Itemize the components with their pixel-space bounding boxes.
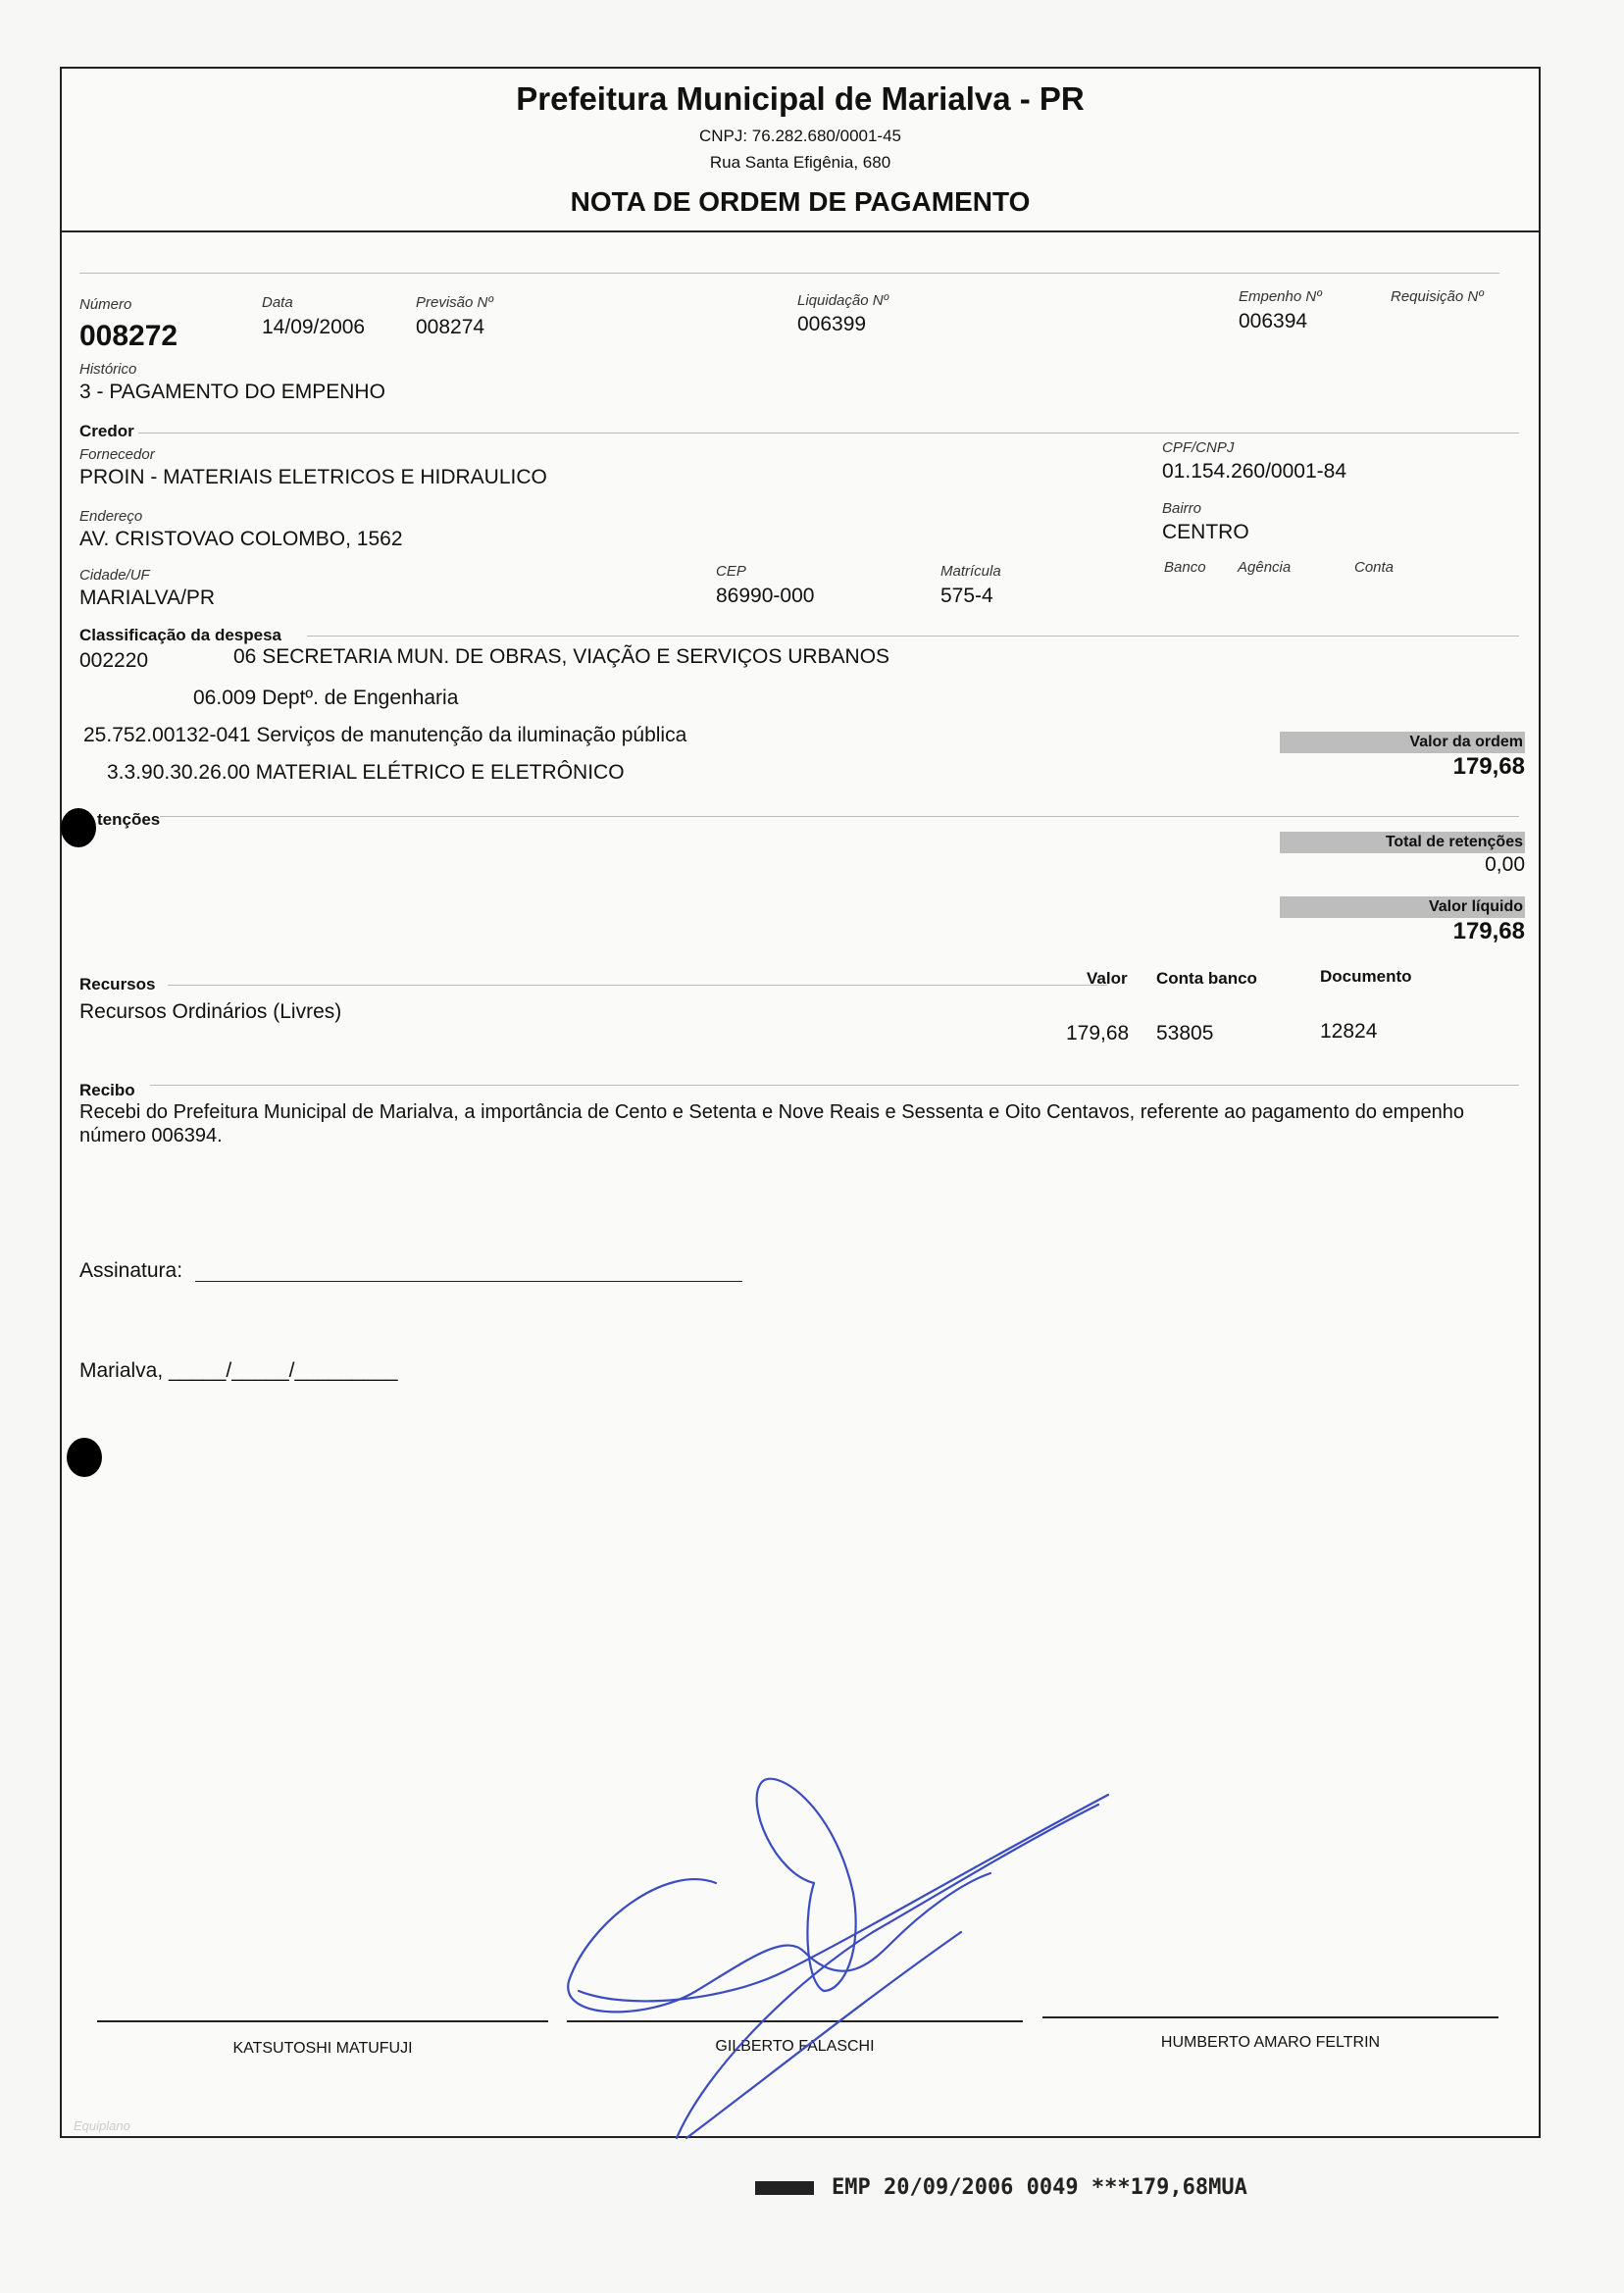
equiplano-watermark: Equiplano bbox=[74, 2118, 130, 2133]
empenho-value: 006394 bbox=[1239, 310, 1308, 332]
banco-label: Banco bbox=[1164, 559, 1206, 576]
conta-label: Conta bbox=[1354, 559, 1395, 576]
divider bbox=[160, 816, 1519, 817]
recursos-documento-label: Documento bbox=[1320, 967, 1412, 986]
punch-hole-icon bbox=[67, 1438, 102, 1477]
cpf-value: 01.154.260/0001-84 bbox=[1162, 460, 1347, 483]
signatory-3: HUMBERTO AMARO FELTRIN bbox=[1160, 2034, 1381, 2051]
endereco-label: Endereço bbox=[79, 508, 143, 525]
document-title: NOTA DE ORDEM DE PAGAMENTO bbox=[570, 186, 1031, 217]
signature-line bbox=[97, 2020, 548, 2022]
endereco-value: AV. CRISTOVAO COLOMBO, 1562 bbox=[79, 528, 403, 550]
historico-label: Histórico bbox=[79, 361, 137, 378]
recibo-local-date: Marialva, _____/_____/_________ bbox=[79, 1359, 398, 1382]
divider bbox=[307, 636, 1519, 637]
cep-value: 86990-000 bbox=[716, 585, 815, 607]
recursos-conta-label: Conta banco bbox=[1156, 969, 1257, 988]
recursos-valor-label: Valor bbox=[1087, 969, 1128, 988]
data-label: Data bbox=[262, 294, 293, 311]
previsao-value: 008274 bbox=[416, 316, 485, 338]
valor-liquido-value: 179,68 bbox=[1452, 918, 1525, 944]
address-line: Rua Santa Efigênia, 680 bbox=[709, 153, 891, 172]
total-retencoes-label: Total de retenções bbox=[1280, 832, 1525, 853]
recibo-section: Recibo bbox=[79, 1081, 135, 1099]
total-retencoes-value: 0,00 bbox=[1485, 853, 1525, 876]
requisicao-label: Requisição Nº bbox=[1391, 288, 1484, 305]
punch-hole-icon bbox=[61, 808, 96, 847]
numero-label: Número bbox=[79, 296, 132, 313]
divider bbox=[150, 1085, 1519, 1086]
stamp-logo-icon bbox=[755, 2181, 814, 2195]
header-divider bbox=[62, 230, 1539, 232]
bairro-value: CENTRO bbox=[1162, 521, 1249, 543]
cidade-value: MARIALVA/PR bbox=[79, 586, 216, 609]
credor-section: Credor bbox=[79, 422, 134, 440]
historico-value: 3 - PAGAMENTO DO EMPENHO bbox=[79, 381, 385, 403]
recursos-conta: 53805 bbox=[1156, 1022, 1214, 1045]
handwritten-signature bbox=[549, 1765, 1138, 2158]
recursos-section: Recursos bbox=[79, 975, 156, 994]
liquidacao-label: Liquidação Nº bbox=[797, 292, 889, 309]
assinatura-label: Assinatura: bbox=[79, 1259, 183, 1282]
fornecedor-value: PROIN - MATERIAIS ELETRICOS E HIDRAULICO bbox=[79, 466, 547, 488]
valor-ordem-label: Valor da ordem bbox=[1280, 732, 1525, 753]
recibo-text: Recebi do Prefeitura Municipal de Marialva, a importância de Cento e Setenta e Nove Reais e Sessenta e Oito Centavos, referente ao pagamento do empenho número 006394. bbox=[79, 1101, 1464, 1146]
numero-value: 008272 bbox=[79, 320, 178, 352]
bank-stamp bbox=[755, 2175, 1247, 2200]
prefeitura-title: Prefeitura Municipal de Marialva - PR bbox=[516, 80, 1085, 117]
matricula-value: 575-4 bbox=[940, 585, 993, 607]
recursos-documento: 12824 bbox=[1320, 1020, 1378, 1043]
signatory-2: GILBERTO FALASCHI bbox=[715, 2038, 875, 2055]
fornecedor-label: Fornecedor bbox=[79, 446, 155, 463]
bank-stamp-text: EMP 20/09/2006 0049 ***179,68MUA bbox=[832, 2175, 1247, 2200]
empenho-label: Empenho Nº bbox=[1239, 288, 1322, 305]
matricula-label: Matrícula bbox=[940, 563, 1001, 580]
classificacao-orgao: 06 SECRETARIA MUN. DE OBRAS, VIAÇÃO E SERVIÇOS URBANOS bbox=[233, 645, 890, 668]
bairro-label: Bairro bbox=[1162, 500, 1202, 517]
classificacao-code: 002220 bbox=[79, 649, 149, 672]
classificacao-unidade: 06.009 Deptº. de Engenharia bbox=[193, 687, 459, 709]
divider bbox=[79, 273, 1499, 274]
cpf-label: CPF/CNPJ bbox=[1162, 439, 1235, 456]
valor-liquido-label: Valor líquido bbox=[1280, 896, 1525, 918]
valor-ordem-value: 179,68 bbox=[1452, 753, 1525, 780]
classificacao-acao: 25.752.00132-041 Serviços de manutenção da iluminação pública bbox=[83, 724, 687, 746]
liquidacao-value: 006399 bbox=[797, 313, 867, 335]
recursos-item: Recursos Ordinários (Livres) bbox=[79, 1000, 342, 1023]
signatory-1: KATSUTOSHI MATUFUJI bbox=[232, 2040, 413, 2057]
recursos-valor: 179,68 bbox=[1066, 1022, 1130, 1045]
data-value: 14/09/2006 bbox=[262, 316, 366, 338]
assinatura-line bbox=[195, 1281, 742, 1282]
retencoes-section: tenções bbox=[97, 810, 161, 829]
agencia-label: Agência bbox=[1238, 559, 1292, 576]
cnpj-line: CNPJ: 76.282.680/0001-45 bbox=[698, 127, 902, 145]
divider bbox=[168, 985, 1107, 986]
cidade-label: Cidade/UF bbox=[79, 567, 150, 584]
cep-label: CEP bbox=[716, 563, 746, 580]
classificacao-elemento: 3.3.90.30.26.00 MATERIAL ELÉTRICO E ELETRÔNICO bbox=[107, 761, 625, 784]
previsao-label: Previsão Nº bbox=[416, 294, 493, 311]
classificacao-section: Classificação da despesa bbox=[79, 626, 282, 644]
